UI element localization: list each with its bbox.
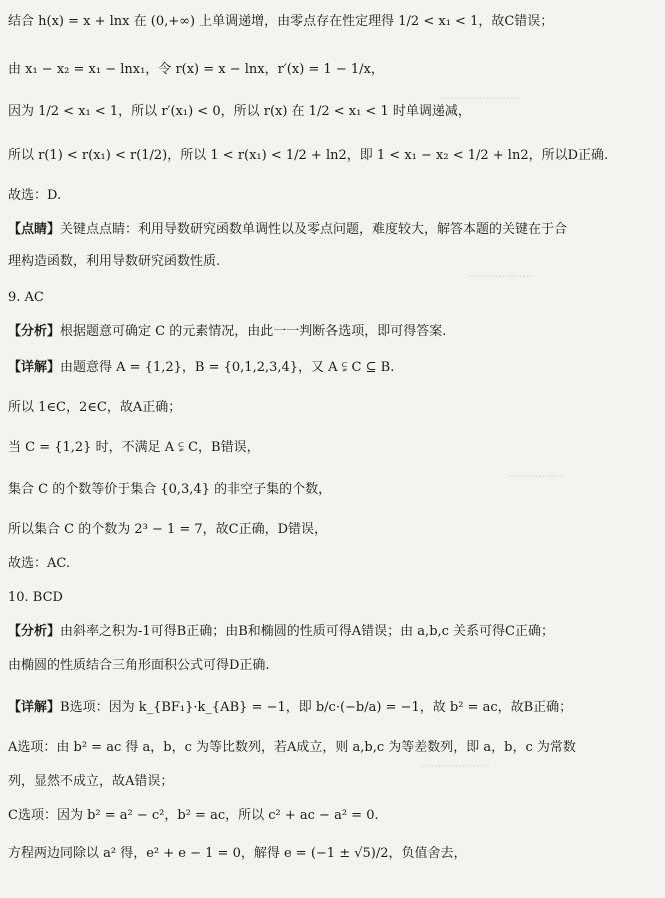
solution-line: 方程两边同除以 a² 得，e² + e − 1 = 0，解得 e = (−1 ± √5)/2，负值舍去， xyxy=(8,846,467,861)
solution-line: 所以 r(1) < r(x₁) < r(1/2)，所以 1 < r(x₁) < 1/2 + ln2，即 1 < x₁ − x₂ < 1/2 + ln2，所以D正确. xyxy=(8,148,609,163)
analysis-line: 由椭圆的性质结合三角形面积公式可得D正确. xyxy=(8,658,270,673)
solution-line: 结合 h(x) = x + lnx 在 (0,+∞) 上单调递增，由零点存在性定理得 1/2 < x₁ < 1，故C错误； xyxy=(8,14,554,29)
section-tag: 【分析】 xyxy=(8,324,61,339)
solution-line: 所以集合 C 的个数为 2³ − 1 = 7，故C正确，D错误， xyxy=(8,522,328,537)
detail-text: B选项：因为 k_{BF₁}·k_{AB} = −1，即 b/c·(−b/a) = −1，故 b² = ac，故B正确； xyxy=(60,700,573,715)
remark-line xyxy=(8,222,659,238)
detail-line xyxy=(8,360,659,376)
bleed-through: ···················· xyxy=(420,760,490,773)
analysis-text: 由斜率之积为-1可得B正确；由B和椭圆的性质可得A错误；由 a,b,c 关系可得C正确； xyxy=(60,624,555,639)
answer-line: 故选：AC. xyxy=(8,556,71,571)
section-tag: 【点睛】 xyxy=(8,222,61,237)
detail-line xyxy=(8,700,659,716)
answer-line: 故选：D. xyxy=(8,188,62,203)
section-tag: 【详解】 xyxy=(8,700,61,715)
detail-text: 由题意得 A = {1,2}，B = {0,1,2,3,4}，又 A ⫋ C ⊆ B. xyxy=(60,360,395,375)
remark-line: 理构造函数，利用导数研究函数性质. xyxy=(8,254,221,269)
solution-line: 因为 1/2 < x₁ < 1，所以 r′(x₁) < 0，所以 r(x) 在 1/2 < x₁ < 1 时单调递减， xyxy=(8,104,471,119)
solution-line: 由 x₁ − x₂ = x₁ − lnx₁，令 r(x) = x − lnx，r′(x) = 1 − 1/x， xyxy=(8,62,384,77)
analysis-line xyxy=(8,324,659,340)
section-tag: 【详解】 xyxy=(8,360,61,375)
bleed-through: ··············· xyxy=(510,470,563,483)
solution-line: 列，显然不成立，故A错误； xyxy=(8,774,174,789)
bleed-through: ·················· xyxy=(470,270,533,283)
solution-line: 当 C = {1,2} 时，不满足 A ⫋ C，B错误， xyxy=(8,440,260,455)
section-tag: 【分析】 xyxy=(8,624,61,639)
remark-text: 关键点点睛：利用导数研究函数单调性以及零点问题，难度较大，解答本题的关键在于合 xyxy=(60,222,568,237)
solution-line: 所以 1∈C，2∈C，故A正确； xyxy=(8,400,182,415)
bleed-through: ······················· xyxy=(440,92,521,105)
solution-line: C选项：因为 b² = a² − c²，b² = ac，所以 c² + ac − a² = 0. xyxy=(8,808,379,823)
question-heading: 10. BCD xyxy=(8,590,63,605)
question-heading: 9. AC xyxy=(8,290,44,305)
solution-line: 集合 C 的个数等价于集合 {0,3,4} 的非空子集的个数， xyxy=(8,482,332,497)
solution-line: A选项：由 b² = ac 得 a，b，c 为等比数列，若A成立，则 a,b,c 为等差数列，即 a，b，c 为常数 xyxy=(8,740,576,755)
analysis-text: 根据题意可确定 C 的元素情况，由此一一判断各选项，即可得答案. xyxy=(60,324,447,339)
analysis-line xyxy=(8,624,659,640)
